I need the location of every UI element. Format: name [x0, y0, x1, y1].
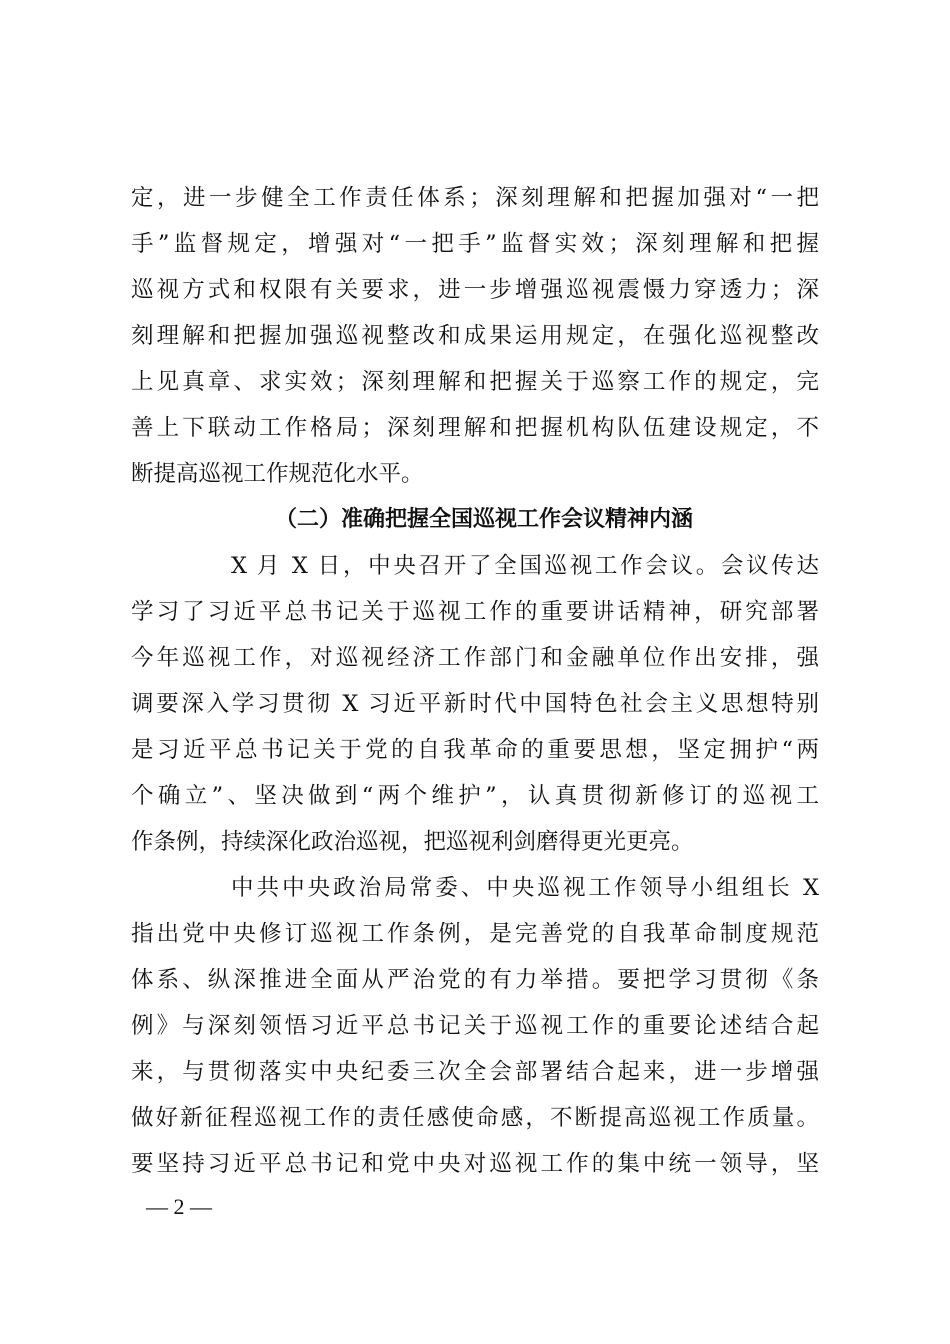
text-line: 断提高巡视工作规范化水平。: [131, 461, 424, 487]
text-line: 中共中央政治局常委、中央巡视工作领导小组组长 X: [231, 875, 819, 901]
text-line: 刻理解和把握加强巡视整改和成果运用规定，在强化巡视整改: [131, 323, 819, 349]
text-line: 调要深入学习贯彻 X 习近平新时代中国特色社会主义思想特别: [131, 691, 819, 717]
text-line: 定，进一步健全工作责任体系；深刻理解和把握加强对“一把: [131, 185, 819, 211]
text-line: 是习近平总书记关于党的自我革命的重要思想，坚定拥护“两: [131, 737, 819, 763]
text-line: 指出党中央修订巡视工作条例，是完善党的自我革命制度规范: [131, 921, 819, 947]
text-line: 巡视方式和权限有关要求，进一步增强巡视震慑力穿透力；深: [131, 277, 819, 303]
section-heading: （二）准确把握全国巡视工作会议精神内涵: [275, 507, 694, 532]
text-line: 善上下联动工作格局；深刻理解和把握机构队伍建设规定，不: [131, 415, 819, 441]
text-line: 今年巡视工作，对巡视经济工作部门和金融单位作出安排，强: [131, 645, 819, 671]
text-line: 手”监督规定，增强对“一把手”监督实效；深刻理解和把握: [131, 231, 819, 257]
text-line: 作条例，持续深化政治巡视，把巡视利剑磨得更光更亮。: [131, 829, 694, 855]
text-line: 体系、纵深推进全面从严治党的有力举措。要把学习贯彻《条: [131, 967, 819, 993]
text-line: 要坚持习近平总书记和党中央对巡视工作的集中统一领导，坚: [131, 1151, 819, 1177]
text-line: 个确立”、坚决做到“两个维护”，认真贯彻新修订的巡视工: [131, 783, 819, 809]
text-line: 做好新征程巡视工作的责任感使命感，不断提高巡视工作质量。: [131, 1105, 819, 1131]
text-line: 学习了习近平总书记关于巡视工作的重要讲话精神，研究部署: [131, 599, 819, 625]
text-line: 来，与贯彻落实中央纪委三次全会部署结合起来，进一步增强: [131, 1059, 819, 1085]
text-line: 例》与深刻领悟习近平总书记关于巡视工作的重要论述结合起: [131, 1013, 819, 1039]
page-number: — 2 —: [146, 1194, 212, 1219]
text-line: X 月 X 日，中央召开了全国巡视工作会议。会议传达: [231, 553, 819, 579]
text-line: 上见真章、求实效；深刻理解和把握关于巡察工作的规定，完: [131, 369, 819, 395]
